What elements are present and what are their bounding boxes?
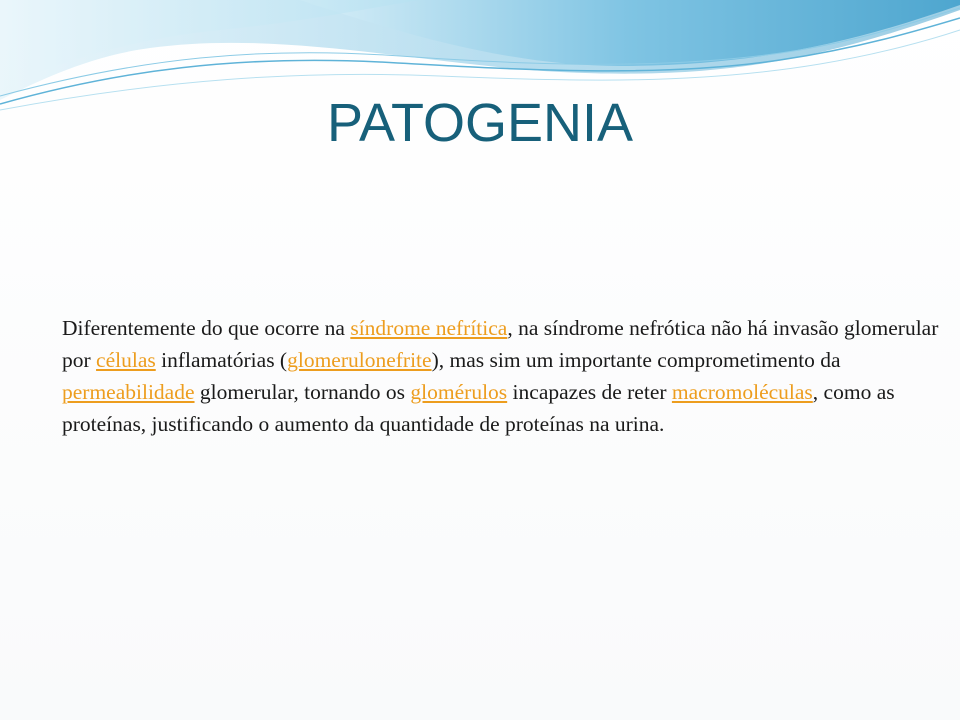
- paragraph-text-run: ), mas sim um importante comprometimento da: [431, 348, 841, 372]
- link-celulas[interactable]: células: [96, 348, 156, 372]
- link-macromoleculas[interactable]: macromoléculas: [671, 380, 813, 404]
- paragraph-text-run: Diferentemente do que ocorre na: [62, 316, 351, 340]
- link-permeabilidade[interactable]: permeabilidade: [62, 380, 195, 404]
- paragraph-text-run: , como as proteínas, justificando o aumento da quantidade de proteínas na urina.: [62, 380, 895, 436]
- paragraph-text-run: inflamatórias (: [155, 348, 288, 372]
- paragraph-text-run: glomerular, tornando os: [194, 380, 411, 404]
- paragraph-text-run: , na síndrome nefrótica não há invasão glomerular por: [62, 316, 939, 372]
- link-glomerulonefrite[interactable]: glomerulonefrite: [287, 348, 432, 372]
- paragraph-text-run: incapazes de reter: [507, 380, 672, 404]
- link-sindrome-nefritica[interactable]: síndrome nefrítica: [350, 316, 508, 340]
- link-glomerulos[interactable]: glomérulos: [410, 380, 508, 404]
- body-paragraph: [62, 312, 942, 440]
- slide-title: PATOGENIA: [326, 93, 634, 153]
